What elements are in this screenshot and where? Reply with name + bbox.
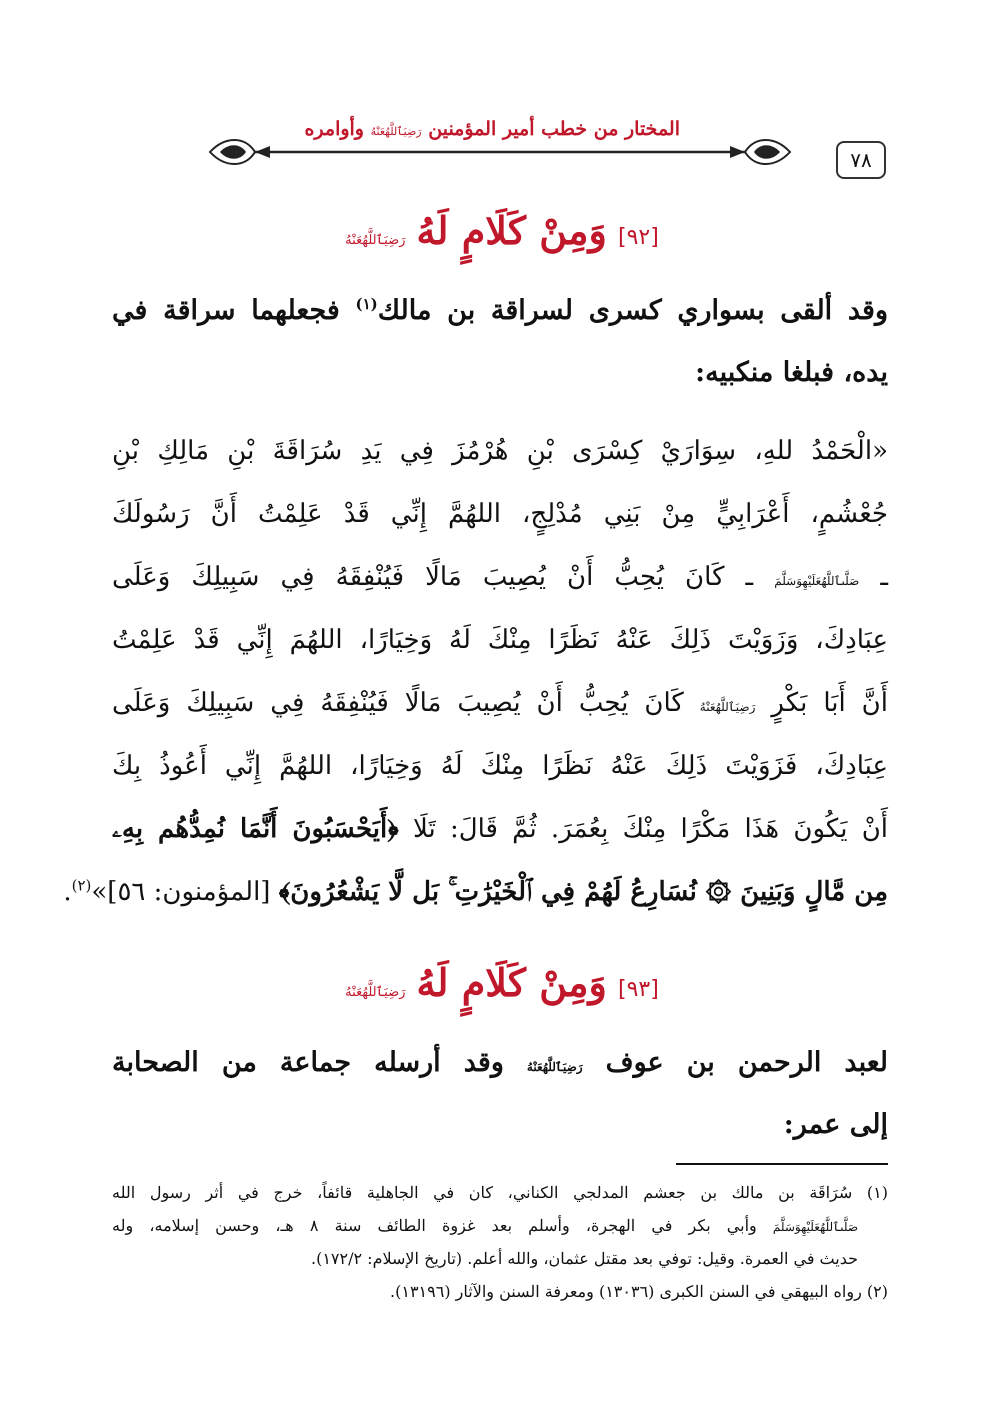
intro-line: لعبد الرحمن بن عوف رَضِيَٱللَّهُعَنْهُ وقد أرسله جماعة من الصحابة [112, 1047, 888, 1078]
companion-honorific: رَضِيَٱللَّهُعَنْهُ [526, 1060, 583, 1074]
intro-line: إلى عمر: [783, 1109, 888, 1140]
footnote-ref-2: (٢) [71, 876, 92, 895]
section-title: وَمِنْ كَلَامٍ لَهُ [416, 960, 607, 1005]
intro-line: يده، فبلغا منكبيه: [695, 357, 888, 388]
footnote-marker: (٢) [866, 1282, 888, 1301]
intro-line: وقد ألقى بسواري كسرى لسراقة بن مالك$^{(١)}$ فجعلهما سراقة في [112, 295, 888, 326]
section-honorific: رَضِيَٱللَّهُعَنْهُ [345, 985, 406, 1000]
footnote-divider [676, 1163, 888, 1165]
quote-line: ـ صَلَّىٱللَّهُعَلَيْهِوَسَلَّمَ ـ كَانَ يُحِبُّ أَنْ يُصِيبَ مَالًا فَيُنْفِقَهُ فِي سَبِيلِكَ وَعَلَى [112, 562, 889, 592]
running-header [200, 118, 820, 174]
companion-honorific: رَضِيَٱللَّهُعَنْهُ [699, 700, 756, 714]
quote-line: عِبَادِكَ، فَزَوَيْتَ ذَلِكَ عَنْهُ نَظَرًا مِنْكَ لَهُ وَخِيَارًا، اللهُمَّ إِنِّي أَعُوذُ بِكَ [112, 751, 888, 781]
section-honorific: رَضِيَٱللَّهُعَنْهُ [345, 233, 406, 248]
section-93-heading [0, 960, 1004, 1005]
footnote-1: (١) سُرَاقَة بن مالك بن جعشم المدلجي الكناني، كان في الجاهلية قائفاً، خرج في أثر رسول الله [112, 1183, 889, 1202]
section-92-quote [63, 420, 889, 924]
page-number: ٧٨ [836, 141, 886, 179]
quote-line: أَنْ يَكُونَ هَذَا مَكْرًا مِنْكَ بِعُمَرَ. ثُمَّ قَالَ: تَلَا ﴿أَيَحْسَبُونَ أَنَّمَا نُمِدُّهُم بِهِۦ [112, 814, 889, 844]
section-title: وَمِنْ كَلَامٍ لَهُ [416, 208, 607, 253]
footnote-2: (٢) رواه البيهقي في السنن الكبرى (١٣٠٣٦) ومعرفة السنن والآثار (١٣١٩٦). [390, 1282, 888, 1301]
quran-verse: مِن مَّالٍ وَبَنِينَ ۞ نُسَارِعُ لَهُمْ فِي ٱلْخَيْرَٰتِ ۚ بَل لَّا يَشْعُرُونَ﴾ [278, 877, 888, 907]
header-title-tail: وأوامره [304, 118, 364, 140]
verse-reference: [المؤمنون: ٥٦]» [91, 877, 271, 907]
footnote-1-cont: حديث في العمرة. وقيل: توفي بعد مقتل عثمان، والله أعلم. (تاريخ الإسلام: ١٧٢/٢). [311, 1249, 858, 1268]
prophet-honorific: صَلَّىٱللَّهُعَلَيْهِوَسَلَّمَ [774, 574, 860, 588]
header-ornament-icon [200, 132, 800, 168]
header-title-text: المختار من خطب أمير المؤمنين [428, 118, 680, 140]
section-92-heading [0, 208, 1004, 253]
quran-verse: ﴿أَيَحْسَبُونَ أَنَّمَا نُمِدُّهُم بِهِۦ [112, 814, 399, 844]
quote-line: جُعْشُمٍ، أَعْرَابِيٍّ مِنْ بَنِي مُدْلِجٍ، اللهُمَّ إِنِّي قَدْ عَلِمْتُ أَنَّ رَسُولَكَ [112, 499, 888, 529]
footnote-1-cont: صَلَّىٱللَّهُعَلَيْهِوَسَلَّمَ وأبي بكر في الهجرة، وأسلم بعد غزوة الطائف سنة ٨ هـ، وحسن إسلامه، وله [112, 1216, 859, 1235]
section-number: [٩٢] [617, 225, 659, 250]
section-92-intro [112, 280, 888, 404]
header-honorific: رَضِيَٱللَّهُعَنْهُ [370, 125, 422, 138]
quote-line: أَنَّ أَبَا بَكْرٍ رَضِيَٱللَّهُعَنْهُ كَانَ يُحِبُّ أَنْ يُصِيبَ مَالًا فَيُنْفِقَهُ فِي سَبِيلِكَ وَعَلَى [112, 688, 888, 718]
quote-line: عِبَادِكَ، وَزَوَيْتَ ذَلِكَ عَنْهُ نَظَرًا مِنْكَ لَهُ وَخِيَارًا، اللهُمَ إِنِّي قَدْ عَلِمْتُ [112, 625, 888, 655]
footnote-ref-1: (١) [355, 295, 378, 313]
footnotes [112, 1176, 888, 1308]
section-number: [٩٣] [617, 977, 659, 1002]
quote-line: مِن مَّالٍ وَبَنِينَ ۞ نُسَارِعُ لَهُمْ فِي ٱلْخَيْرَٰتِ ۚ بَل لَّا يَشْعُرُونَ﴾ [المؤمنون: ٥٦]»$^{(٢)}$. [63, 876, 888, 907]
quote-line: «الْحَمْدُ للهِ، سِوَارَيْ كِسْرَى بْنِ هُرْمُزَ فِي يَدِ سُرَاقَةَ بْنِ مَالِكِ بْنِ [112, 436, 888, 466]
prophet-honorific: صَلَّىٱللَّهُعَلَيْهِوَسَلَّمَ [772, 1220, 859, 1234]
footnote-marker: (١) [866, 1183, 889, 1202]
section-93-intro [112, 1032, 888, 1156]
